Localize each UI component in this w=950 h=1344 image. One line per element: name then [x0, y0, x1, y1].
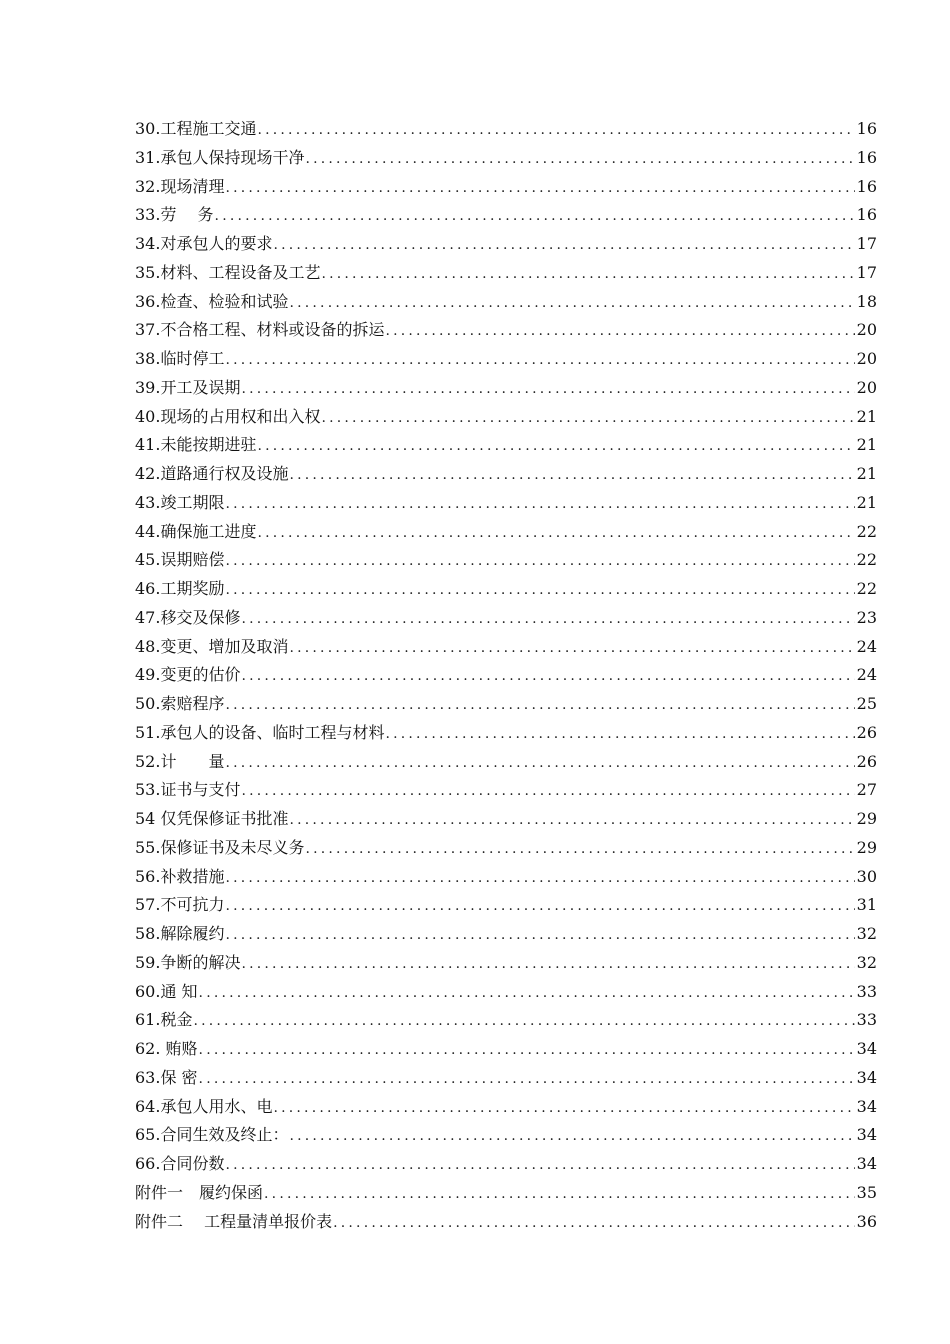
- toc-entry[interactable]: [135, 374, 877, 403]
- toc-entry-page-number: 20: [856, 377, 877, 397]
- toc-entry[interactable]: [135, 1179, 877, 1208]
- toc-entry-title: 38.临时停工: [135, 349, 225, 368]
- toc-dot-leader: [199, 1036, 855, 1065]
- toc-dot-leader: [225, 346, 854, 375]
- toc-dot-leader: [225, 921, 854, 950]
- toc-entry[interactable]: [135, 518, 877, 547]
- toc-entry[interactable]: [135, 1150, 877, 1179]
- toc-entry-page-number: 33: [856, 1010, 877, 1030]
- toc-entry[interactable]: [135, 834, 877, 863]
- toc-entry-title: 59.争断的解决: [135, 952, 241, 972]
- toc-entry-title: 53.证书与支付: [135, 780, 241, 800]
- toc-entry[interactable]: [135, 316, 877, 345]
- toc-entry-page-number: 34: [856, 1125, 877, 1145]
- toc-entry[interactable]: [135, 460, 877, 489]
- toc-entry[interactable]: [135, 690, 877, 719]
- toc-dot-leader: [225, 174, 854, 203]
- toc-dot-leader: [241, 950, 854, 979]
- toc-entry-title: 62. 贿赂: [135, 1039, 198, 1058]
- toc-entry[interactable]: [135, 489, 877, 518]
- toc-entry-page-number: 33: [856, 981, 877, 1001]
- toc-entry[interactable]: [135, 115, 877, 144]
- toc-entry-page-number: 20: [856, 349, 877, 368]
- toc-entry-page-number: 34: [856, 1154, 877, 1173]
- toc-entry[interactable]: [135, 288, 877, 317]
- toc-dot-leader: [321, 260, 854, 289]
- toc-entry[interactable]: [135, 144, 877, 173]
- toc-entry[interactable]: [135, 1208, 877, 1237]
- toc-entry-title: 64.承包人用水、电: [135, 1096, 273, 1116]
- toc-entry-page-number: 21: [856, 464, 877, 483]
- toc-entry-title: 51.承包人的设备、临时工程与材料: [135, 722, 385, 742]
- toc-entry-page-number: 16: [856, 205, 877, 225]
- toc-entry[interactable]: [135, 575, 877, 604]
- toc-entry-title: 附件二 工程量清单报价表: [135, 1211, 333, 1231]
- toc-entry-page-number: 34: [856, 1039, 877, 1058]
- toc-entry-title: 30.工程施工交通: [135, 119, 257, 138]
- toc-dot-leader: [321, 404, 854, 433]
- toc-entry-page-number: 35: [856, 1182, 877, 1202]
- toc-dot-leader: [257, 519, 854, 548]
- toc-entry-page-number: 16: [856, 147, 877, 167]
- toc-entry-page-number: 25: [856, 694, 877, 713]
- toc-entry-page-number: 29: [856, 809, 877, 828]
- toc-entry-title: 54 仅凭保修证书批准: [135, 809, 289, 828]
- toc-entry-page-number: 21: [856, 406, 877, 426]
- toc-entry-title: 55.保修证书及未尽义务: [135, 837, 305, 857]
- toc-entry-title: 33.劳 务: [135, 205, 214, 225]
- toc-dot-leader: [333, 1209, 855, 1238]
- toc-entry-title: 45.误期赔偿: [135, 550, 225, 570]
- toc-entry-title: 57.不可抗力: [135, 895, 225, 915]
- toc-entry[interactable]: [135, 978, 877, 1007]
- toc-dot-leader: [241, 605, 854, 634]
- toc-entry-page-number: 22: [856, 521, 877, 541]
- toc-entry[interactable]: [135, 173, 877, 202]
- toc-dot-leader: [199, 979, 855, 1008]
- toc-entry[interactable]: [135, 604, 877, 633]
- toc-entry[interactable]: [135, 891, 877, 920]
- toc-entry-page-number: 29: [856, 837, 877, 857]
- toc-entry-page-number: 21: [856, 435, 877, 455]
- toc-dot-leader: [215, 202, 855, 231]
- toc-dot-leader: [289, 1122, 854, 1151]
- toc-entry-page-number: 24: [856, 636, 877, 656]
- toc-entry-page-number: 22: [856, 579, 877, 598]
- toc-entry-page-number: 16: [856, 176, 877, 196]
- toc-entry-title: 46.工期奖励: [135, 579, 225, 598]
- toc-entry-page-number: 31: [856, 895, 877, 915]
- toc-entry-title: 41.未能按期进驻: [135, 435, 257, 455]
- toc-entry[interactable]: [135, 345, 877, 374]
- toc-dot-leader: [257, 116, 854, 145]
- toc-dot-leader: [289, 634, 854, 663]
- toc-entry[interactable]: [135, 776, 877, 805]
- toc-dot-leader: [289, 806, 854, 835]
- toc-entry[interactable]: [135, 863, 877, 892]
- toc-entry-title: 49.变更的估价: [135, 665, 241, 685]
- toc-entry-page-number: 32: [856, 924, 877, 943]
- toc-dot-leader: [225, 576, 854, 605]
- toc-entry[interactable]: [135, 949, 877, 978]
- toc-entry[interactable]: [135, 1064, 877, 1093]
- toc-entry-page-number: 34: [856, 1067, 877, 1087]
- toc-entry[interactable]: [135, 230, 877, 259]
- toc-entry[interactable]: [135, 633, 877, 662]
- toc-entry[interactable]: [135, 1006, 877, 1035]
- toc-entry-page-number: 30: [856, 866, 877, 886]
- toc-entry-page-number: 21: [856, 492, 877, 512]
- toc-dot-leader: [225, 691, 854, 720]
- toc-entry-title: 36.检查、检验和试验: [135, 291, 289, 311]
- toc-entry-page-number: 24: [856, 665, 877, 685]
- toc-entry-title: 63.保 密: [135, 1067, 198, 1087]
- toc-entry-page-number: 17: [856, 262, 877, 282]
- toc-entry-page-number: 32: [856, 952, 877, 972]
- toc-dot-leader: [225, 1151, 854, 1180]
- toc-entry-title: 65.合同生效及终止：: [135, 1125, 289, 1145]
- toc-entry[interactable]: [135, 431, 877, 460]
- toc-entry[interactable]: [135, 805, 877, 834]
- toc-dot-leader: [385, 317, 854, 346]
- toc-entry-page-number: 23: [856, 607, 877, 627]
- toc-dot-leader: [241, 777, 854, 806]
- toc-entry-title: 44.确保施工进度: [135, 521, 257, 541]
- toc-dot-leader: [273, 231, 854, 260]
- toc-entry-page-number: 20: [856, 320, 877, 340]
- toc-entry-title: 37.不合格工程、材料或设备的拆运: [135, 320, 385, 340]
- toc-dot-leader: [305, 145, 854, 174]
- toc-entry[interactable]: [135, 1035, 877, 1064]
- toc-entry[interactable]: [135, 1121, 877, 1150]
- toc-entry-page-number: 26: [856, 722, 877, 742]
- toc-dot-leader: [225, 749, 854, 778]
- toc-entry[interactable]: [135, 920, 877, 949]
- toc-entry-title: 50.索赔程序: [135, 694, 225, 713]
- toc-entry-title: 60.通 知: [135, 981, 198, 1001]
- toc-entry[interactable]: [135, 546, 877, 575]
- toc-entry-title: 58.解除履约: [135, 924, 225, 943]
- toc-entry-title: 47.移交及保修: [135, 607, 241, 627]
- toc-entry-page-number: 22: [856, 550, 877, 570]
- toc-dot-leader: [289, 289, 854, 318]
- toc-entry-title: 34.对承包人的要求: [135, 234, 273, 253]
- toc-entry-title: 61.税金: [135, 1010, 193, 1030]
- toc-entry-title: 43.竣工期限: [135, 492, 225, 512]
- toc-entry[interactable]: [135, 719, 877, 748]
- toc-entry[interactable]: [135, 661, 877, 690]
- toc-dot-leader: [225, 864, 854, 893]
- toc-entry[interactable]: [135, 259, 877, 288]
- toc-dot-leader: [241, 375, 854, 404]
- toc-entry-page-number: 26: [856, 751, 877, 771]
- toc-entry-title: 56.补救措施: [135, 866, 225, 886]
- toc-dot-leader: [225, 547, 854, 576]
- toc-entry-title: 39.开工及误期: [135, 377, 241, 397]
- toc-entry-title: 42.道路通行权及设施: [135, 464, 289, 483]
- toc-dot-leader: [225, 490, 854, 519]
- toc-entry-page-number: 36: [856, 1211, 877, 1231]
- toc-dot-leader: [289, 461, 854, 490]
- toc-entry-page-number: 34: [856, 1096, 877, 1116]
- toc-entry-title: 附件一 履约保函: [135, 1182, 264, 1202]
- toc-entry-title: 31.承包人保持现场干净: [135, 147, 305, 167]
- toc-entry-title: 66.合同份数: [135, 1154, 225, 1173]
- toc-entry[interactable]: [135, 748, 877, 777]
- toc-entry[interactable]: [135, 1093, 877, 1122]
- toc-entry-page-number: 27: [856, 780, 877, 800]
- toc-dot-leader: [193, 1007, 854, 1036]
- toc-entry-title: 40.现场的占用权和出入权: [135, 406, 321, 426]
- toc-dot-leader: [241, 662, 854, 691]
- toc-dot-leader: [257, 432, 854, 461]
- toc-entry-page-number: 17: [856, 234, 877, 253]
- toc-entry[interactable]: [135, 403, 877, 432]
- toc-entry[interactable]: [135, 201, 877, 230]
- toc-entry-title: 35.材料、工程设备及工艺: [135, 262, 321, 282]
- toc-dot-leader: [385, 720, 854, 749]
- toc-dot-leader: [305, 835, 854, 864]
- toc-dot-leader: [264, 1180, 855, 1209]
- table-of-contents: [135, 115, 877, 1236]
- toc-entry-page-number: 16: [856, 119, 877, 138]
- toc-entry-title: 48.变更、增加及取消: [135, 636, 289, 656]
- toc-dot-leader: [273, 1094, 854, 1123]
- toc-dot-leader: [199, 1065, 855, 1094]
- toc-dot-leader: [225, 892, 854, 921]
- toc-entry-page-number: 18: [856, 291, 877, 311]
- toc-entry-title: 52.计 量: [135, 751, 225, 771]
- toc-entry-title: 32.现场清理: [135, 176, 225, 196]
